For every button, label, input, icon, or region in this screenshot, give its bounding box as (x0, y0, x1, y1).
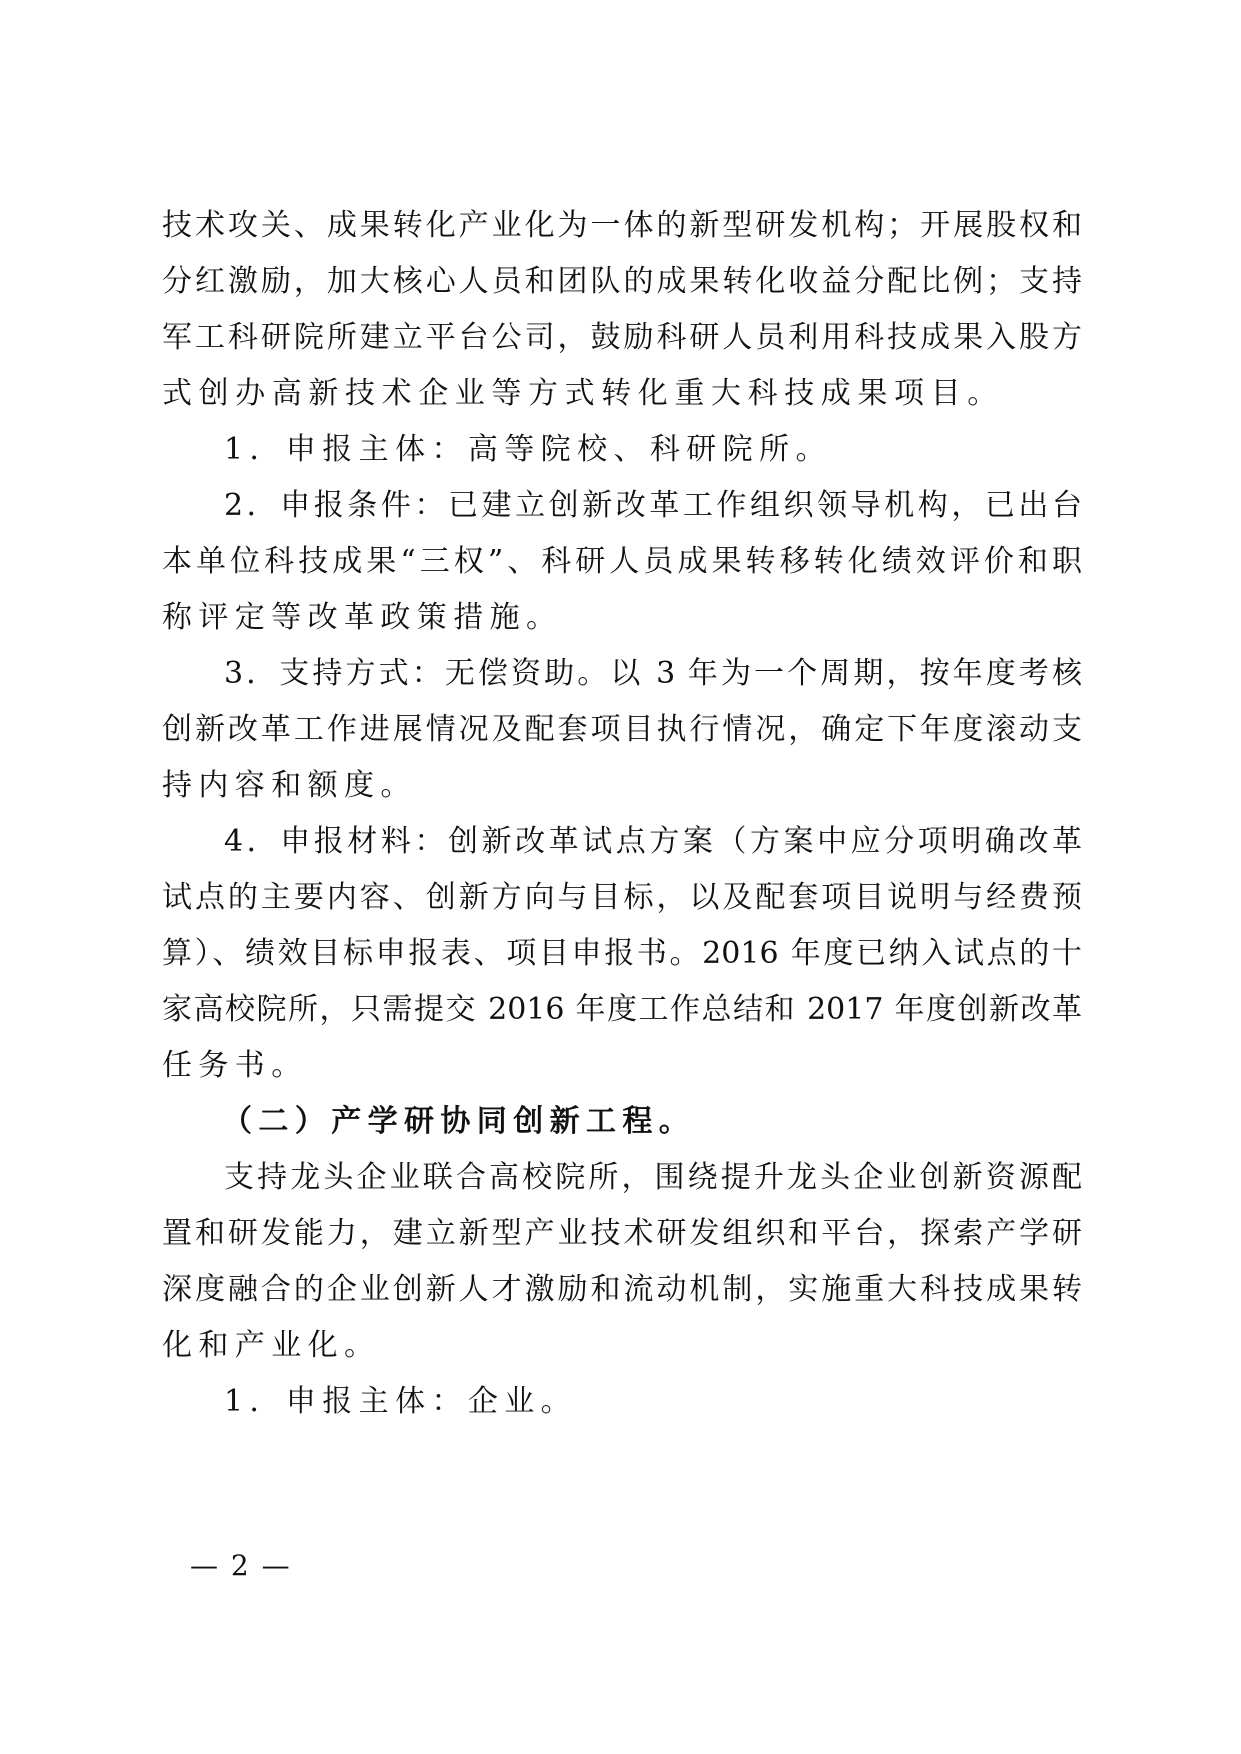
page-number: — 2 — (190, 1549, 292, 1582)
paragraph-line: 2．申报条件：已建立创新改革工作组织领导机构，已出台 (224, 488, 1082, 523)
paragraph-line: 试点的主要内容、创新方向与目标，以及配套项目说明与经费预 (162, 880, 1082, 915)
paragraph-line: 军工科研院所建立平台公司，鼓励科研人员利用科技成果入股方 (162, 320, 1082, 355)
paragraph-line: 算）、绩效目标申报表、项目申报书。2016 年度已纳入试点的十 (162, 936, 1082, 971)
paragraph-line: 本单位科技成果“三权”、科研人员成果转移转化绩效评价和职 (162, 544, 1082, 579)
paragraph-line: 式创办高新技术企业等方式转化重大科技成果项目。 (162, 376, 1004, 411)
paragraph-line: 3．支持方式：无偿资助。以 3 年为一个周期，按年度考核 (224, 656, 1082, 691)
paragraph-line: 持内容和额度。 (162, 768, 417, 803)
paragraph-line: 化和产业化。 (162, 1328, 381, 1363)
paragraph-line: 深度融合的企业创新人才激励和流动机制，实施重大科技成果转 (162, 1272, 1082, 1307)
paragraph-line: 4．申报材料：创新改革试点方案（方案中应分项明确改革 (224, 824, 1082, 859)
paragraph-line: 家高校院所，只需提交 2016 年度工作总结和 2017 年度创新改革 (162, 992, 1082, 1027)
paragraph-line: 分红激励，加大核心人员和团队的成果转化收益分配比例；支持 (162, 264, 1082, 299)
paragraph-line: 技术攻关、成果转化产业化为一体的新型研发机构；开展股权和 (162, 208, 1082, 243)
paragraph-line: 任务书。 (162, 1048, 308, 1083)
list-item-1: 1．申报主体：高等院校、科研院所。 (224, 432, 832, 467)
paragraph-line: 创新改革工作进展情况及配套项目执行情况，确定下年度滚动支 (162, 712, 1082, 747)
section-heading: （二）产学研协同创新工程。 (222, 1104, 696, 1139)
paragraph-line: 置和研发能力，建立新型产业技术研发组织和平台，探索产学研 (162, 1216, 1082, 1251)
list-item-1: 1．申报主体：企业。 (224, 1384, 578, 1419)
paragraph-line: 支持龙头企业联合高校院所，围绕提升龙头企业创新资源配 (224, 1160, 1082, 1195)
paragraph-line: 称评定等改革政策措施。 (162, 600, 563, 635)
